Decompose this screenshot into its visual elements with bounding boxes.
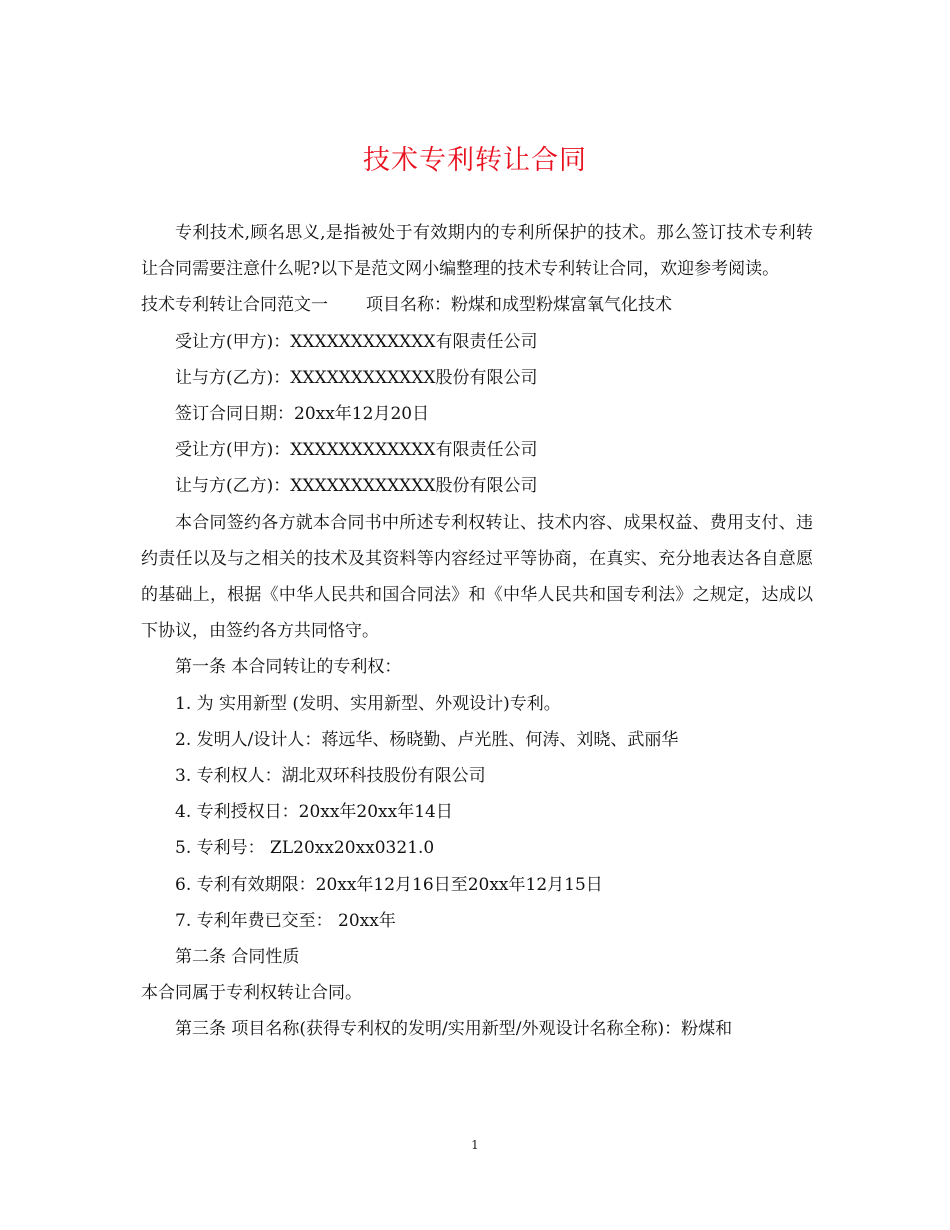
article1-item: 2. 发明人/设计人：蒋远华、杨晓勤、卢光胜、何涛、刘晓、武丽华: [175, 729, 679, 750]
article2-text: 本合同属于专利权转让合同。: [141, 983, 362, 1004]
article1-item: 6. 专利有效期限：20xx年12月16日至20xx年12月15日: [175, 874, 603, 895]
article1-item: 3. 专利权人：湖北双环科技股份有限公司: [175, 766, 486, 787]
article1-item: 5. 专利号： ZL20xx20xx0321.0: [175, 838, 435, 859]
party-b-line-1: 让与方(乙方)：XXXXXXXXXXXX股份有限公司: [175, 367, 538, 388]
party-a-line-2: 受让方(甲方)：XXXXXXXXXXXX有限责任公司: [175, 440, 538, 461]
sample-heading-line: [141, 287, 813, 323]
article1-item: 7. 专利年费已交至： 20xx年: [175, 910, 396, 931]
article2-heading: 第二条 合同性质: [175, 947, 300, 968]
sign-date-line: 签订合同日期：20xx年12月20日: [175, 404, 430, 425]
page-number: 1: [471, 1138, 479, 1152]
party-b-line-2: 让与方(乙方)：XXXXXXXXXXXX股份有限公司: [175, 476, 538, 497]
article1-item: 4. 专利授权日：20xx年20xx年14日: [175, 802, 453, 823]
sample-heading: 技术专利转让合同范文一: [141, 295, 328, 316]
article3-text: 第三条 项目名称(获得专利权的发明/实用新型/外观设计名称全称)：粉煤和: [175, 1019, 733, 1040]
party-a-line-1: 受让方(甲方)：XXXXXXXXXXXX有限责任公司: [175, 331, 538, 352]
document-body: [141, 215, 813, 1048]
article1-item: 1. 为 实用新型 (发明、实用新型、外观设计)专利。: [175, 693, 561, 714]
intro-paragraph: 专利技术,顾名思义,是指被处于有效期内的专利所保护的技术。那么签订技术专利转让合同需要注意什么呢?以下是范文网小编整理的技术专利转让合同，欢迎参考阅读。: [141, 223, 813, 280]
project-name: 项目名称：粉煤和成型粉煤富氧气化技术: [366, 295, 672, 316]
document-title: 技术专利转让合同: [363, 145, 587, 176]
article1-heading: 第一条 本合同转让的专利权：: [175, 657, 402, 678]
agreement-paragraph: 本合同签约各方就本合同书中所述专利权转让、技术内容、成果权益、费用支付、违约责任以及与之相关的技术及其资料等内容经过平等协商，在真实、充分地表达各自意愿的基础上，根据《中华人民共和国合同法》和《中华人民共和国专利法》之规定，达成以下协议，由签约各方共同恪守。: [141, 512, 813, 642]
